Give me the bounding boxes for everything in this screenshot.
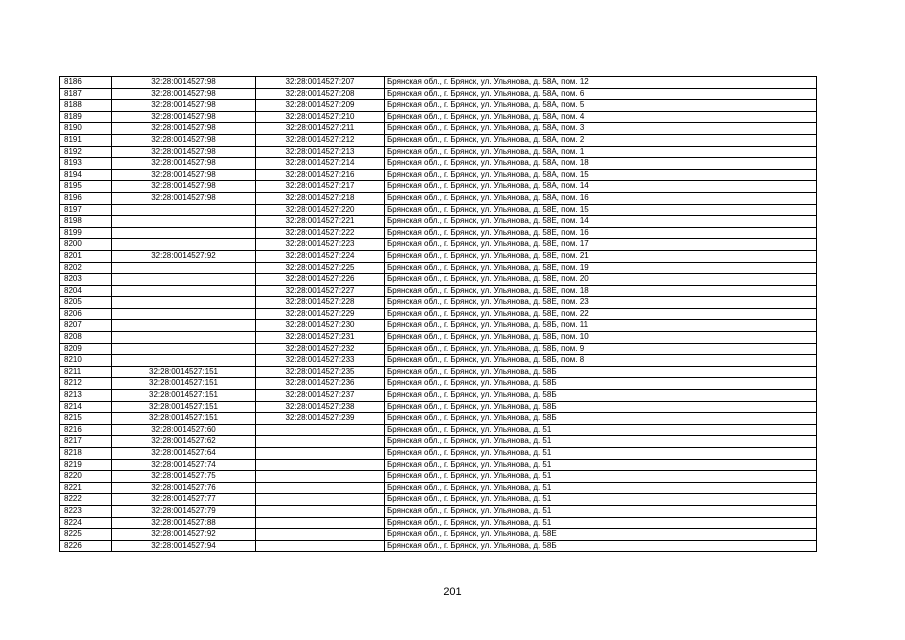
cadastral-number-cell: 32:28:0014527:237: [256, 390, 385, 402]
parent-cadastral-number-cell: 32:28:0014527:98: [112, 146, 256, 158]
cadastral-number-cell: 32:28:0014527:226: [256, 274, 385, 286]
table-row: [60, 320, 817, 332]
row-number-cell: 8206: [60, 308, 112, 320]
table-row: [60, 482, 817, 494]
table-row: [60, 297, 817, 309]
cadastral-number-cell: 32:28:0014527:211: [256, 123, 385, 135]
row-number-cell: 8199: [60, 227, 112, 239]
row-number-cell: 8214: [60, 401, 112, 413]
table-row: [60, 424, 817, 436]
table-row: [60, 216, 817, 228]
row-number-cell: 8223: [60, 505, 112, 517]
row-number-cell: 8216: [60, 424, 112, 436]
parent-cadastral-number-cell: 32:28:0014527:98: [112, 158, 256, 170]
cadastral-number-cell: 32:28:0014527:209: [256, 100, 385, 112]
cadastral-number-cell: [256, 482, 385, 494]
parent-cadastral-number-cell: 32:28:0014527:98: [112, 181, 256, 193]
cadastral-number-cell: 32:28:0014527:228: [256, 297, 385, 309]
row-number-cell: 8224: [60, 517, 112, 529]
address-cell: Брянская обл., г. Брянск, ул. Ульянова, д. 58Е, пом. 19: [385, 262, 817, 274]
address-cell: Брянская обл., г. Брянск, ул. Ульянова, д. 58Е, пом. 15: [385, 204, 817, 216]
address-cell: Брянская обл., г. Брянск, ул. Ульянова, д. 58Б, пом. 10: [385, 332, 817, 344]
cadastral-number-cell: 32:28:0014527:235: [256, 366, 385, 378]
cadastral-number-cell: [256, 471, 385, 483]
table-row: [60, 169, 817, 181]
table-row: [60, 239, 817, 251]
row-number-cell: 8217: [60, 436, 112, 448]
row-number-cell: 8209: [60, 343, 112, 355]
parent-cadastral-number-cell: 32:28:0014527:151: [112, 366, 256, 378]
parent-cadastral-number-cell: 32:28:0014527:94: [112, 540, 256, 552]
cadastral-number-cell: [256, 459, 385, 471]
parent-cadastral-number-cell: 32:28:0014527:88: [112, 517, 256, 529]
table-row: [60, 274, 817, 286]
row-number-cell: 8186: [60, 77, 112, 89]
row-number-cell: 8201: [60, 250, 112, 262]
address-cell: Брянская обл., г. Брянск, ул. Ульянова, д. 58Е: [385, 529, 817, 541]
table-row: [60, 227, 817, 239]
table-row: [60, 181, 817, 193]
address-cell: Брянская обл., г. Брянск, ул. Ульянова, д. 51: [385, 471, 817, 483]
row-number-cell: 8212: [60, 378, 112, 390]
row-number-cell: 8219: [60, 459, 112, 471]
cadastral-number-cell: 32:28:0014527:232: [256, 343, 385, 355]
row-number-cell: 8202: [60, 262, 112, 274]
table-row: [60, 366, 817, 378]
row-number-cell: 8221: [60, 482, 112, 494]
address-cell: Брянская обл., г. Брянск, ул. Ульянова, д. 58А, пом. 16: [385, 192, 817, 204]
parent-cadastral-number-cell: 32:28:0014527:151: [112, 413, 256, 425]
cadastral-number-cell: 32:28:0014527:212: [256, 134, 385, 146]
cadastral-number-cell: [256, 424, 385, 436]
parent-cadastral-number-cell: 32:28:0014527:77: [112, 494, 256, 506]
registry-table-body: [60, 77, 817, 552]
row-number-cell: 8220: [60, 471, 112, 483]
cadastral-number-cell: [256, 517, 385, 529]
cadastral-number-cell: 32:28:0014527:239: [256, 413, 385, 425]
parent-cadastral-number-cell: [112, 216, 256, 228]
table-row: [60, 332, 817, 344]
table-row: [60, 111, 817, 123]
table-row: [60, 262, 817, 274]
row-number-cell: 8189: [60, 111, 112, 123]
address-cell: Брянская обл., г. Брянск, ул. Ульянова, д. 51: [385, 459, 817, 471]
row-number-cell: 8205: [60, 297, 112, 309]
row-number-cell: 8207: [60, 320, 112, 332]
table-row: [60, 88, 817, 100]
parent-cadastral-number-cell: 32:28:0014527:98: [112, 77, 256, 89]
parent-cadastral-number-cell: 32:28:0014527:98: [112, 169, 256, 181]
row-number-cell: 8208: [60, 332, 112, 344]
cadastral-number-cell: [256, 448, 385, 460]
address-cell: Брянская обл., г. Брянск, ул. Ульянова, д. 58Б: [385, 366, 817, 378]
row-number-cell: 8203: [60, 274, 112, 286]
cadastral-number-cell: [256, 494, 385, 506]
table-row: [60, 100, 817, 112]
address-cell: Брянская обл., г. Брянск, ул. Ульянова, д. 58Е, пом. 16: [385, 227, 817, 239]
row-number-cell: 8218: [60, 448, 112, 460]
table-row: [60, 250, 817, 262]
address-cell: Брянская обл., г. Брянск, ул. Ульянова, д. 58А, пом. 3: [385, 123, 817, 135]
parent-cadastral-number-cell: 32:28:0014527:92: [112, 529, 256, 541]
parent-cadastral-number-cell: 32:28:0014527:98: [112, 88, 256, 100]
cadastral-number-cell: 32:28:0014527:221: [256, 216, 385, 228]
table-row: [60, 448, 817, 460]
address-cell: Брянская обл., г. Брянск, ул. Ульянова, д. 51: [385, 424, 817, 436]
address-cell: Брянская обл., г. Брянск, ул. Ульянова, д. 51: [385, 448, 817, 460]
table-row: [60, 494, 817, 506]
cadastral-number-cell: 32:28:0014527:224: [256, 250, 385, 262]
parent-cadastral-number-cell: [112, 332, 256, 344]
table-row: [60, 77, 817, 89]
table-row: [60, 285, 817, 297]
parent-cadastral-number-cell: [112, 274, 256, 286]
table-row: [60, 505, 817, 517]
parent-cadastral-number-cell: [112, 343, 256, 355]
table-row: [60, 390, 817, 402]
table-row: [60, 529, 817, 541]
row-number-cell: 8194: [60, 169, 112, 181]
table-row: [60, 413, 817, 425]
address-cell: Брянская обл., г. Брянск, ул. Ульянова, д. 58А, пом. 15: [385, 169, 817, 181]
table-row: [60, 471, 817, 483]
address-cell: Брянская обл., г. Брянск, ул. Ульянова, д. 58Е, пом. 23: [385, 297, 817, 309]
cadastral-number-cell: 32:28:0014527:217: [256, 181, 385, 193]
cadastral-number-cell: 32:28:0014527:223: [256, 239, 385, 251]
parent-cadastral-number-cell: 32:28:0014527:98: [112, 111, 256, 123]
parent-cadastral-number-cell: 32:28:0014527:62: [112, 436, 256, 448]
table-row: [60, 192, 817, 204]
page-number: 201: [443, 586, 462, 598]
parent-cadastral-number-cell: 32:28:0014527:98: [112, 192, 256, 204]
row-number-cell: 8193: [60, 158, 112, 170]
cadastral-number-cell: 32:28:0014527:218: [256, 192, 385, 204]
parent-cadastral-number-cell: 32:28:0014527:75: [112, 471, 256, 483]
address-cell: Брянская обл., г. Брянск, ул. Ульянова, д. 58А, пом. 4: [385, 111, 817, 123]
parent-cadastral-number-cell: [112, 308, 256, 320]
parent-cadastral-number-cell: [112, 204, 256, 216]
cadastral-number-cell: 32:28:0014527:231: [256, 332, 385, 344]
cadastral-number-cell: [256, 540, 385, 552]
address-cell: Брянская обл., г. Брянск, ул. Ульянова, д. 58Б, пом. 8: [385, 355, 817, 367]
address-cell: Брянская обл., г. Брянск, ул. Ульянова, д. 58Б, пом. 11: [385, 320, 817, 332]
address-cell: Брянская обл., г. Брянск, ул. Ульянова, д. 51: [385, 482, 817, 494]
row-number-cell: 8226: [60, 540, 112, 552]
address-cell: Брянская обл., г. Брянск, ул. Ульянова, д. 58Б: [385, 413, 817, 425]
address-cell: Брянская обл., г. Брянск, ул. Ульянова, д. 58А, пом. 14: [385, 181, 817, 193]
table-row: [60, 343, 817, 355]
row-number-cell: 8192: [60, 146, 112, 158]
cadastral-number-cell: [256, 505, 385, 517]
parent-cadastral-number-cell: 32:28:0014527:98: [112, 123, 256, 135]
table-row: [60, 158, 817, 170]
cadastral-number-cell: 32:28:0014527:213: [256, 146, 385, 158]
cadastral-number-cell: 32:28:0014527:233: [256, 355, 385, 367]
row-number-cell: 8213: [60, 390, 112, 402]
table-row: [60, 436, 817, 448]
row-number-cell: 8187: [60, 88, 112, 100]
address-cell: Брянская обл., г. Брянск, ул. Ульянова, д. 58А, пом. 6: [385, 88, 817, 100]
table-row: [60, 401, 817, 413]
address-cell: Брянская обл., г. Брянск, ул. Ульянова, д. 58Б: [385, 390, 817, 402]
address-cell: Брянская обл., г. Брянск, ул. Ульянова, д. 51: [385, 517, 817, 529]
parent-cadastral-number-cell: 32:28:0014527:74: [112, 459, 256, 471]
cadastral-number-cell: 32:28:0014527:236: [256, 378, 385, 390]
table-row: [60, 540, 817, 552]
parent-cadastral-number-cell: 32:28:0014527:60: [112, 424, 256, 436]
address-cell: Брянская обл., г. Брянск, ул. Ульянова, д. 58Е, пом. 22: [385, 308, 817, 320]
cadastral-number-cell: 32:28:0014527:230: [256, 320, 385, 332]
cadastral-number-cell: 32:28:0014527:208: [256, 88, 385, 100]
table-row: [60, 134, 817, 146]
address-cell: Брянская обл., г. Брянск, ул. Ульянова, д. 58А, пом. 18: [385, 158, 817, 170]
row-number-cell: 8188: [60, 100, 112, 112]
registry-table: [59, 76, 817, 552]
cadastral-number-cell: 32:28:0014527:207: [256, 77, 385, 89]
address-cell: Брянская обл., г. Брянск, ул. Ульянова, д. 58А, пом. 1: [385, 146, 817, 158]
table-row: [60, 204, 817, 216]
row-number-cell: 8222: [60, 494, 112, 506]
address-cell: Брянская обл., г. Брянск, ул. Ульянова, д. 58Б: [385, 401, 817, 413]
parent-cadastral-number-cell: 32:28:0014527:76: [112, 482, 256, 494]
cadastral-number-cell: 32:28:0014527:222: [256, 227, 385, 239]
address-cell: Брянская обл., г. Брянск, ул. Ульянова, д. 58Е, пом. 14: [385, 216, 817, 228]
address-cell: Брянская обл., г. Брянск, ул. Ульянова, д. 58Е, пом. 18: [385, 285, 817, 297]
address-cell: Брянская обл., г. Брянск, ул. Ульянова, д. 58Е, пом. 20: [385, 274, 817, 286]
parent-cadastral-number-cell: 32:28:0014527:151: [112, 401, 256, 413]
row-number-cell: 8215: [60, 413, 112, 425]
cadastral-number-cell: [256, 436, 385, 448]
cadastral-number-cell: 32:28:0014527:210: [256, 111, 385, 123]
parent-cadastral-number-cell: [112, 285, 256, 297]
parent-cadastral-number-cell: 32:28:0014527:98: [112, 134, 256, 146]
table-row: [60, 308, 817, 320]
address-cell: Брянская обл., г. Брянск, ул. Ульянова, д. 51: [385, 505, 817, 517]
address-cell: Брянская обл., г. Брянск, ул. Ульянова, д. 58А, пом. 12: [385, 77, 817, 89]
parent-cadastral-number-cell: [112, 320, 256, 332]
row-number-cell: 8200: [60, 239, 112, 251]
parent-cadastral-number-cell: [112, 239, 256, 251]
row-number-cell: 8210: [60, 355, 112, 367]
address-cell: Брянская обл., г. Брянск, ул. Ульянова, д. 58Б: [385, 378, 817, 390]
address-cell: Брянская обл., г. Брянск, ул. Ульянова, д. 51: [385, 494, 817, 506]
address-cell: Брянская обл., г. Брянск, ул. Ульянова, д. 58А, пом. 5: [385, 100, 817, 112]
parent-cadastral-number-cell: [112, 262, 256, 274]
row-number-cell: 8197: [60, 204, 112, 216]
parent-cadastral-number-cell: 32:28:0014527:98: [112, 100, 256, 112]
parent-cadastral-number-cell: 32:28:0014527:64: [112, 448, 256, 460]
row-number-cell: 8211: [60, 366, 112, 378]
cadastral-number-cell: 32:28:0014527:214: [256, 158, 385, 170]
table-row: [60, 123, 817, 135]
cadastral-number-cell: 32:28:0014527:229: [256, 308, 385, 320]
address-cell: Брянская обл., г. Брянск, ул. Ульянова, д. 58А, пом. 2: [385, 134, 817, 146]
table-row: [60, 459, 817, 471]
table-row: [60, 146, 817, 158]
cadastral-number-cell: 32:28:0014527:238: [256, 401, 385, 413]
cadastral-number-cell: [256, 529, 385, 541]
address-cell: Брянская обл., г. Брянск, ул. Ульянова, д. 51: [385, 436, 817, 448]
row-number-cell: 8196: [60, 192, 112, 204]
address-cell: Брянская обл., г. Брянск, ул. Ульянова, д. 58Б: [385, 540, 817, 552]
row-number-cell: 8204: [60, 285, 112, 297]
address-cell: Брянская обл., г. Брянск, ул. Ульянова, д. 58Е, пом. 21: [385, 250, 817, 262]
cadastral-number-cell: 32:28:0014527:227: [256, 285, 385, 297]
address-cell: Брянская обл., г. Брянск, ул. Ульянова, д. 58Е, пом. 17: [385, 239, 817, 251]
parent-cadastral-number-cell: [112, 227, 256, 239]
table-row: [60, 355, 817, 367]
cadastral-number-cell: 32:28:0014527:225: [256, 262, 385, 274]
row-number-cell: 8191: [60, 134, 112, 146]
parent-cadastral-number-cell: 32:28:0014527:151: [112, 390, 256, 402]
parent-cadastral-number-cell: 32:28:0014527:92: [112, 250, 256, 262]
row-number-cell: 8225: [60, 529, 112, 541]
row-number-cell: 8190: [60, 123, 112, 135]
parent-cadastral-number-cell: [112, 355, 256, 367]
cadastral-number-cell: 32:28:0014527:216: [256, 169, 385, 181]
row-number-cell: 8195: [60, 181, 112, 193]
table-row: [60, 378, 817, 390]
row-number-cell: 8198: [60, 216, 112, 228]
cadastral-number-cell: 32:28:0014527:220: [256, 204, 385, 216]
table-row: [60, 517, 817, 529]
parent-cadastral-number-cell: 32:28:0014527:79: [112, 505, 256, 517]
parent-cadastral-number-cell: 32:28:0014527:151: [112, 378, 256, 390]
parent-cadastral-number-cell: [112, 297, 256, 309]
address-cell: Брянская обл., г. Брянск, ул. Ульянова, д. 58Б, пом. 9: [385, 343, 817, 355]
